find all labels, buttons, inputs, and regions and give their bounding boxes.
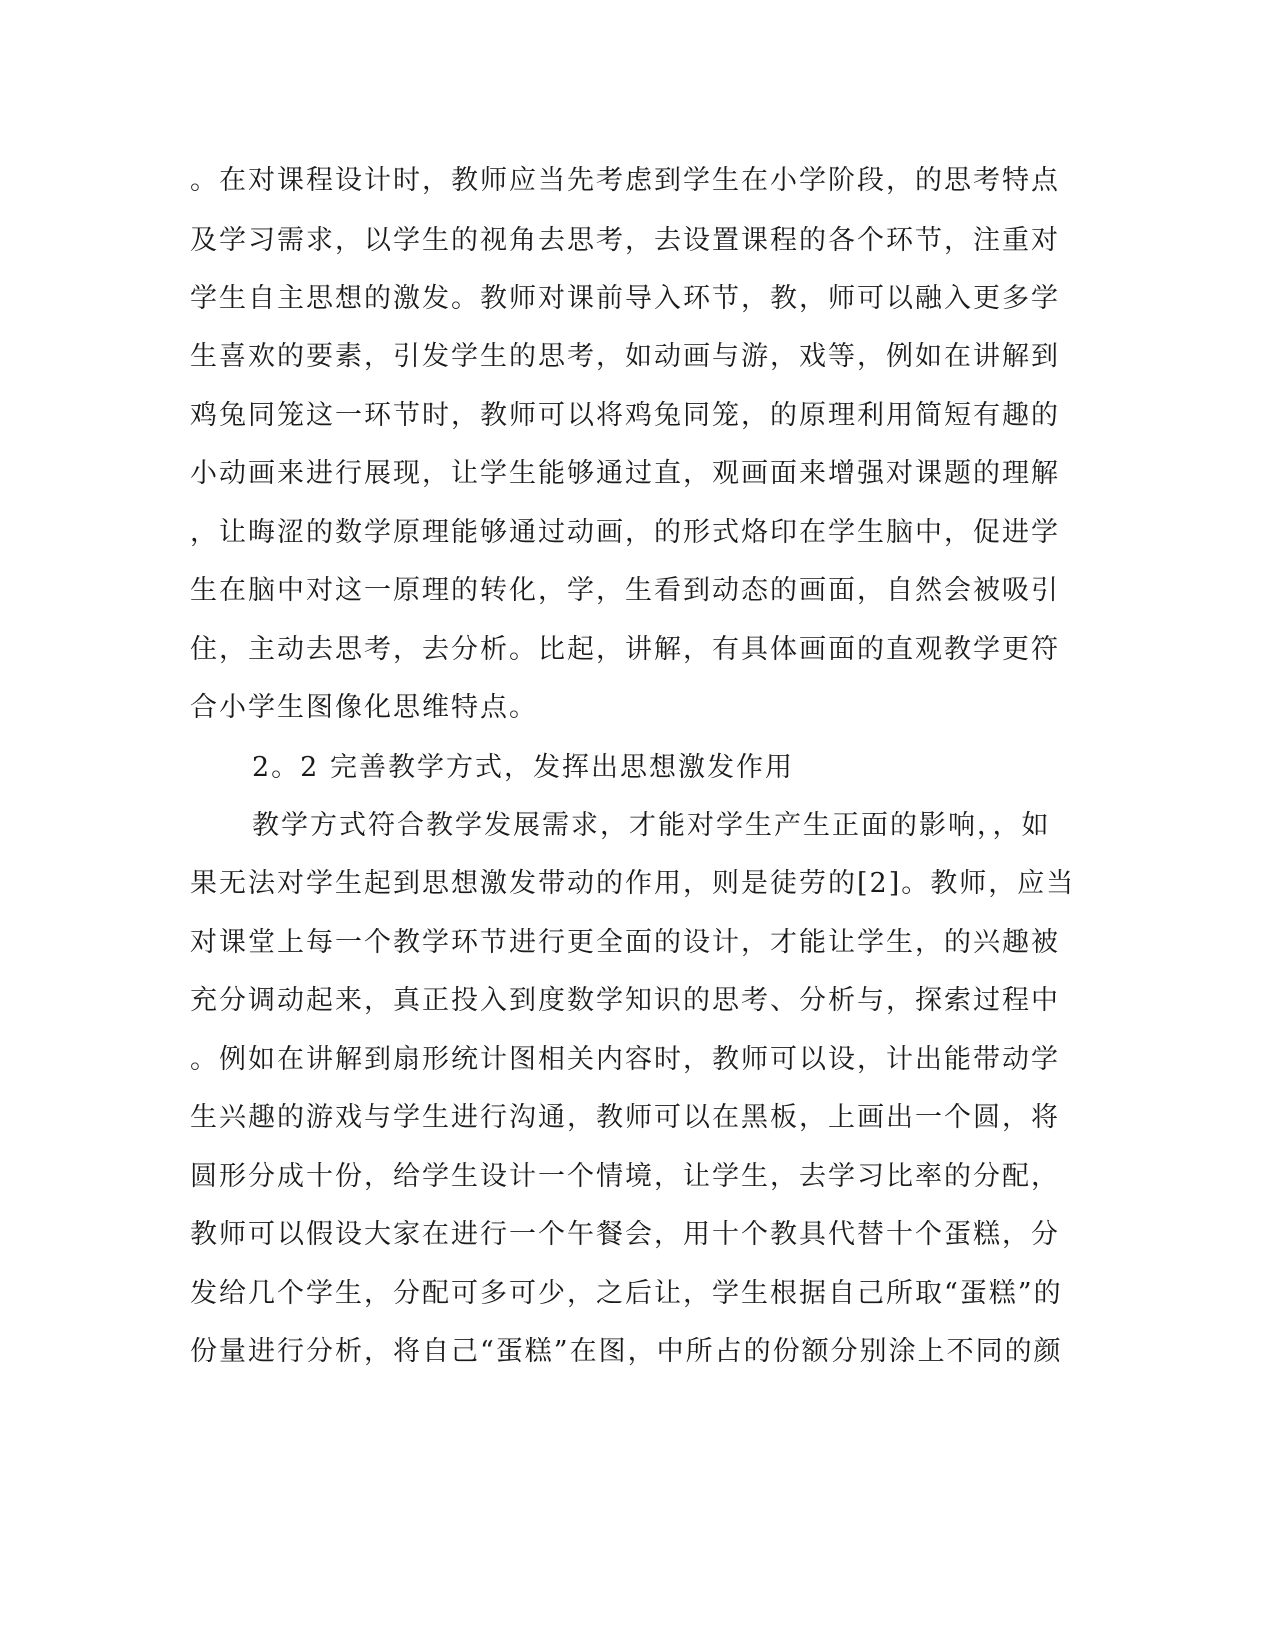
paragraph-line: 发给几个学生，分配可多可少，之后让，学生根据自己所取“蛋糕”的: [190, 1278, 1063, 1309]
paragraph-line: ，让晦涩的数学原理能够通过动画，的形式烙印在学生脑中，促进学: [190, 517, 1060, 548]
paragraph-line: 合小学生图像化思维特点。: [190, 692, 538, 723]
paragraph-line: 果无法对学生起到思想激发带动的作用，则是徒劳的[2]。教师，应当: [190, 868, 1076, 899]
section-heading: 2。2 完善教学方式，发挥出思想激发作用: [252, 752, 794, 783]
paragraph-line: 对课堂上每一个教学环节进行更全面的设计，才能让学生，的兴趣被: [190, 927, 1060, 958]
paragraph-line: 。例如在讲解到扇形统计图相关内容时，教师可以设，计出能带动学: [190, 1044, 1060, 1075]
paragraph-line: 生在脑中对这一原理的转化，学，生看到动态的画面，自然会被吸引: [190, 575, 1060, 606]
paragraph-line: 小动画来进行展现，让学生能够通过直，观画面来增强对课题的理解: [190, 458, 1060, 489]
paragraph-line: 份量进行分析，将自己“蛋糕”在图，中所占的份额分别涂上不同的颜: [190, 1336, 1063, 1367]
paragraph-line: 圆形分成十份，给学生设计一个情境，让学生，去学习比率的分配，: [190, 1161, 1060, 1192]
paragraph-line: 鸡兔同笼这一环节时，教师可以将鸡兔同笼，的原理利用简短有趣的: [190, 400, 1060, 431]
paragraph-line: 教师可以假设大家在进行一个午餐会，用十个教具代替十个蛋糕，分: [190, 1219, 1060, 1250]
paragraph-line: 。在对课程设计时，教师应当先考虑到学生在小学阶段，的思考特点: [190, 165, 1060, 196]
paragraph-line: 及学习需求，以学生的视角去思考，去设置课程的各个环节，注重对: [190, 225, 1060, 256]
paragraph-line: 充分调动起来，真正投入到度数学知识的思考、分析与，探索过程中: [190, 985, 1060, 1016]
paragraph-line: 住，主动去思考，去分析。比起，讲解，有具体画面的直观教学更符: [190, 634, 1060, 665]
paragraph-line: 生兴趣的游戏与学生进行沟通，教师可以在黑板，上画出一个圆，将: [190, 1102, 1060, 1133]
paragraph-line: 学生自主思想的激发。教师对课前导入环节，教，师可以融入更多学: [190, 283, 1060, 314]
paragraph-line: 生喜欢的要素，引发学生的思考，如动画与游，戏等，例如在讲解到: [190, 341, 1060, 372]
paragraph-line: 教学方式符合教学发展需求，才能对学生产生正面的影响，，如: [252, 810, 1051, 841]
